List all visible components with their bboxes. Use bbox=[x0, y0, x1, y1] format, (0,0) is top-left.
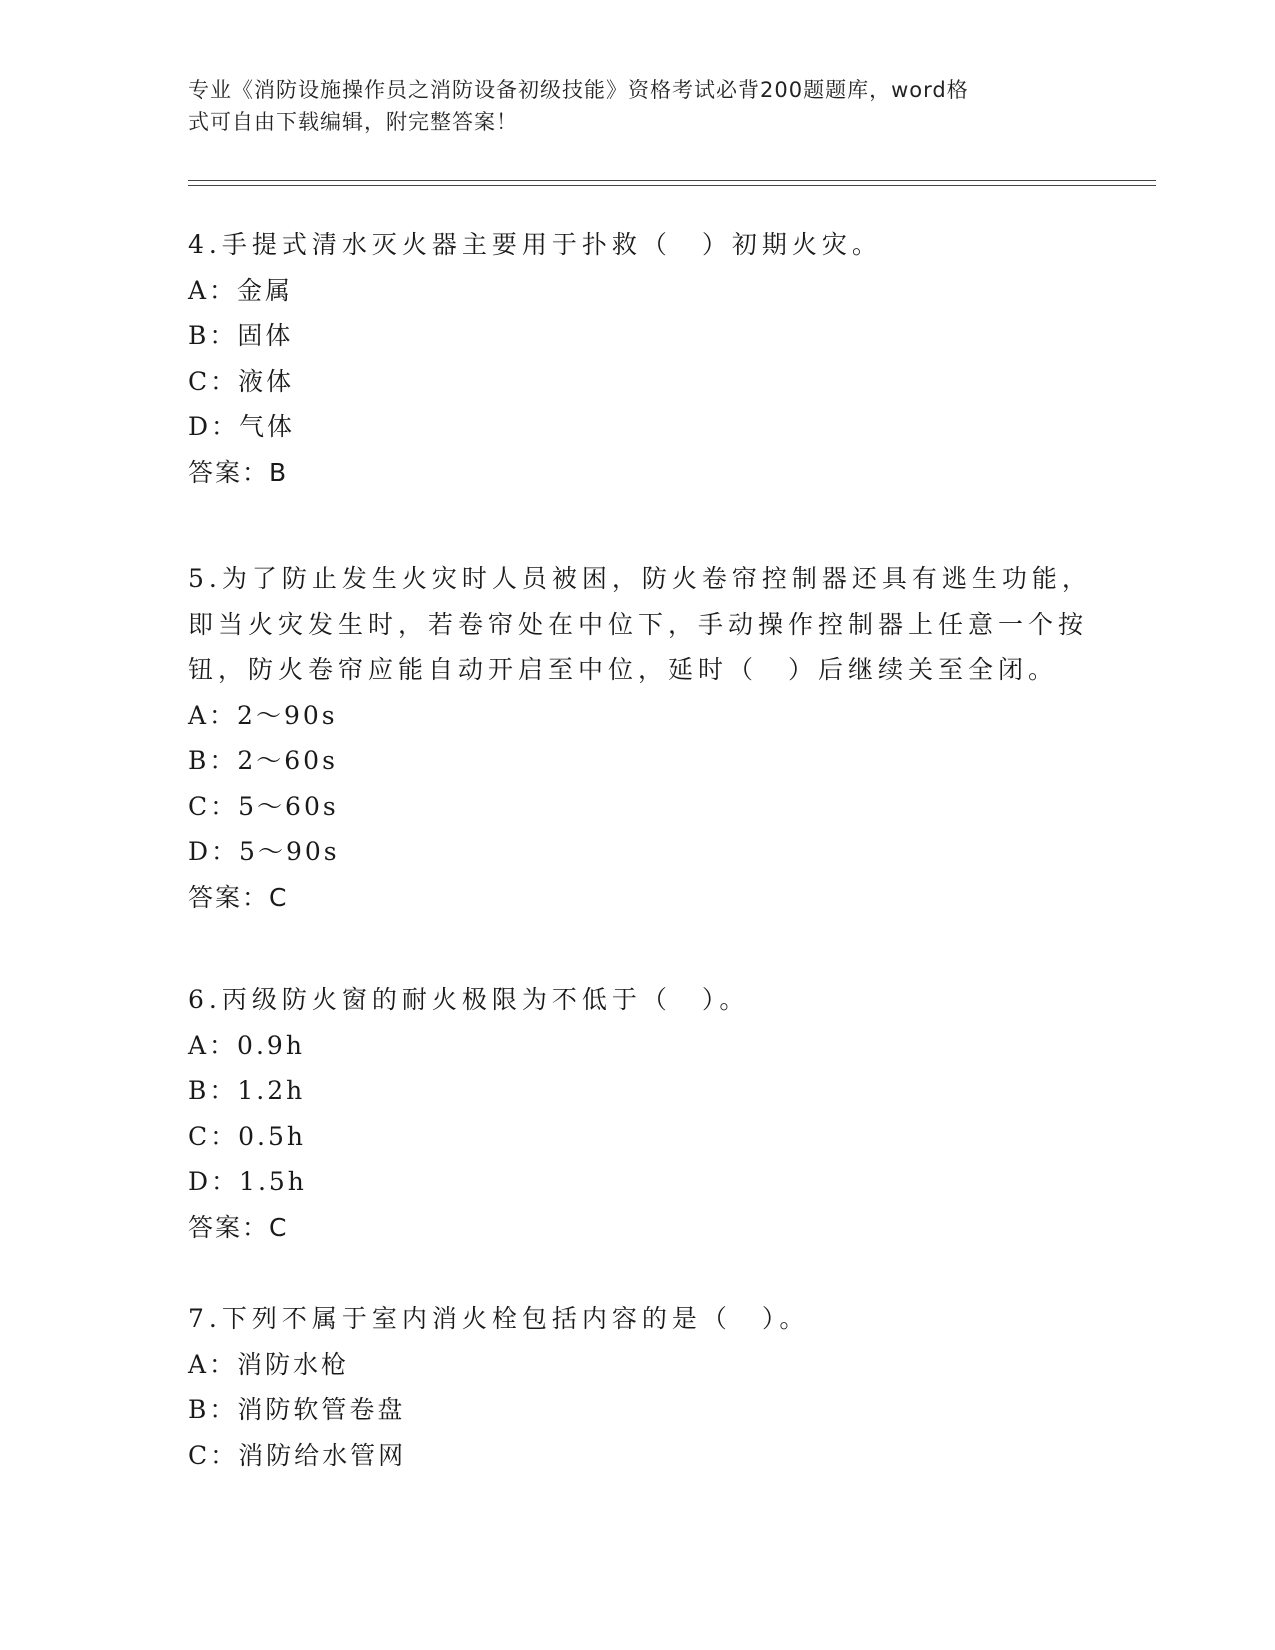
option-a: A：消防水枪 bbox=[188, 1349, 350, 1379]
answer: 答案：B bbox=[188, 457, 289, 487]
header-line-2: 式可自由下载编辑，附完整答案！ bbox=[188, 110, 518, 134]
option-a: A：0.9h bbox=[188, 1030, 305, 1060]
question-stem: 4.手提式清水灭火器主要用于扑救（ ）初期火灾。 bbox=[188, 230, 882, 259]
header-rule-top bbox=[188, 180, 1156, 181]
option-b: B：1.2h bbox=[188, 1076, 306, 1105]
option-b: B：2～60s bbox=[188, 746, 338, 775]
question-stem: 7.下列不属于室内消火栓包括内容的是（ ）。 bbox=[188, 1304, 810, 1333]
option-b: B：固体 bbox=[188, 321, 294, 350]
option-d: D：5～90s bbox=[188, 837, 340, 866]
option-c: C：0.5h bbox=[188, 1121, 306, 1151]
header-line-1: 专业《消防设施操作员之消防设备初级技能》资格考试必背200题题库，word格 bbox=[188, 78, 969, 102]
question-stem-line-3: 钮，防火卷帘应能自动开启至中位，延时（ ）后继续关至全闭。 bbox=[188, 655, 1059, 684]
option-c: C：消防给水管网 bbox=[188, 1440, 407, 1470]
option-d: D：气体 bbox=[188, 412, 296, 441]
answer: 答案：C bbox=[188, 1212, 289, 1242]
option-b: B：消防软管卷盘 bbox=[188, 1395, 406, 1424]
option-c: C：液体 bbox=[188, 366, 295, 396]
option-a: A：金属 bbox=[188, 275, 294, 305]
question-stem: 6.丙级防火窗的耐火极限为不低于（ ）。 bbox=[188, 985, 750, 1014]
answer: 答案：C bbox=[188, 882, 289, 912]
question-stem-line-1: 5.为了防止发生火灾时人员被困，防火卷帘控制器还具有逃生功能， bbox=[188, 564, 1092, 593]
question-stem-line-2: 即当火灾发生时，若卷帘处在中位下，手动操作控制器上任意一个按 bbox=[188, 609, 1089, 639]
question-4 bbox=[188, 222, 1088, 495]
option-a: A：2～90s bbox=[188, 700, 338, 730]
option-c: C：5～60s bbox=[188, 791, 339, 821]
question-7 bbox=[188, 1296, 1088, 1478]
question-6 bbox=[188, 977, 1088, 1250]
option-d: D：1.5h bbox=[188, 1167, 307, 1196]
question-5 bbox=[188, 556, 1092, 920]
document-header bbox=[188, 74, 1068, 138]
header-rule-bottom bbox=[188, 185, 1156, 186]
